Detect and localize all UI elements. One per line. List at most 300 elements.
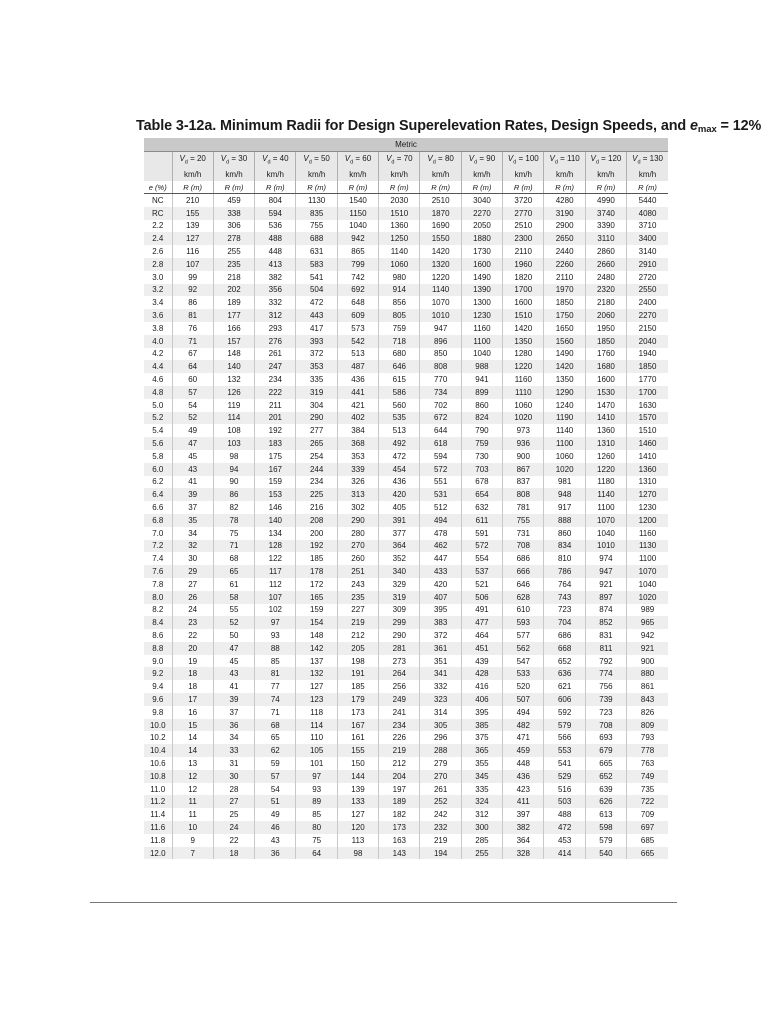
superelevation-rate-cell: 7.6 — [144, 565, 172, 578]
radius-cell: 30 — [172, 552, 213, 565]
radius-cell: 1420 — [503, 322, 544, 335]
radius-cell: 256 — [379, 680, 420, 693]
superelevation-rate-cell: 8.4 — [144, 616, 172, 629]
radius-cell: 1770 — [627, 373, 668, 386]
radius-cell: 416 — [461, 680, 502, 693]
radius-cell: 59 — [255, 757, 296, 770]
radius-header: R (m) — [213, 181, 254, 194]
radius-cell: 1230 — [461, 309, 502, 322]
radius-cell: 472 — [544, 821, 585, 834]
radius-cell: 319 — [296, 386, 337, 399]
radius-cell: 2660 — [585, 258, 626, 271]
radius-cell: 652 — [544, 655, 585, 668]
radius-cell: 471 — [503, 731, 544, 744]
radius-cell: 1320 — [420, 258, 461, 271]
radius-cell: 472 — [379, 450, 420, 463]
radius-cell: 314 — [420, 706, 461, 719]
radius-cell: 3040 — [461, 194, 502, 207]
radius-cell: 219 — [379, 744, 420, 757]
radius-cell: 356 — [255, 284, 296, 297]
table-row — [144, 719, 668, 732]
radius-cell: 279 — [420, 757, 461, 770]
radius-cell: 856 — [379, 296, 420, 309]
radius-cell: 14 — [172, 731, 213, 744]
radius-cell: 692 — [337, 284, 378, 297]
radius-cell: 163 — [379, 834, 420, 847]
superelevation-rate-cell: 11.6 — [144, 821, 172, 834]
radius-cell: 973 — [503, 424, 544, 437]
radius-cell: 132 — [213, 373, 254, 386]
radius-cell: 178 — [296, 565, 337, 578]
radius-cell: 211 — [255, 399, 296, 412]
radius-cell: 439 — [461, 655, 502, 668]
radius-cell: 861 — [627, 680, 668, 693]
radius-cell: 93 — [255, 629, 296, 642]
radius-cell: 252 — [420, 795, 461, 808]
radius-cell: 406 — [461, 693, 502, 706]
radius-cell: 665 — [585, 757, 626, 770]
radius-cell: 144 — [337, 770, 378, 783]
superelevation-rate-cell: 4.0 — [144, 335, 172, 348]
radius-cell: 260 — [337, 552, 378, 565]
radius-cell: 18 — [172, 667, 213, 680]
table-row — [144, 616, 668, 629]
radius-cell: 47 — [172, 437, 213, 450]
radius-cell: 448 — [255, 245, 296, 258]
radius-cell: 142 — [296, 642, 337, 655]
radius-cell: 328 — [503, 847, 544, 860]
radius-cell: 554 — [461, 552, 502, 565]
units-header-blank — [144, 168, 172, 181]
radius-cell: 1290 — [544, 386, 585, 399]
radius-cell: 2050 — [461, 220, 502, 233]
radius-cell: 185 — [337, 680, 378, 693]
radius-cell: 697 — [627, 821, 668, 834]
radius-cell: 2030 — [379, 194, 420, 207]
speed-subscript: d — [513, 159, 517, 166]
radius-cell: 598 — [585, 821, 626, 834]
radius-cell: 755 — [503, 514, 544, 527]
radius-cell: 1760 — [585, 348, 626, 361]
radius-cell: 22 — [172, 629, 213, 642]
radius-cell: 1530 — [585, 386, 626, 399]
radius-cell: 143 — [379, 847, 420, 860]
table-body — [144, 194, 668, 860]
radius-cell: 218 — [213, 271, 254, 284]
radius-cell: 615 — [379, 373, 420, 386]
design-speed-header-row — [144, 152, 668, 169]
radius-cell: 665 — [627, 847, 668, 860]
radius-cell: 108 — [213, 424, 254, 437]
superelevation-rate-cell: 6.6 — [152, 503, 164, 513]
superelevation-rate-cell: 10.4 — [144, 744, 172, 757]
radius-cell: 185 — [296, 552, 337, 565]
radius-cell: 592 — [544, 706, 585, 719]
radius-cell: 540 — [585, 847, 626, 860]
radius-cell: 375 — [461, 731, 502, 744]
radius-cell: 172 — [296, 578, 337, 591]
radius-cell: 264 — [379, 667, 420, 680]
radius-cell: 4080 — [627, 207, 668, 220]
table-row — [144, 744, 668, 757]
radius-cell: 340 — [379, 565, 420, 578]
superelevation-rate-cell: 2.4 — [144, 232, 172, 245]
radius-cell: 1850 — [585, 335, 626, 348]
radius-cell: 867 — [503, 463, 544, 476]
radius-cell: 451 — [461, 642, 502, 655]
radius-cell: 243 — [337, 578, 378, 591]
radius-cell: 547 — [503, 655, 544, 668]
radius-cell: 1070 — [627, 565, 668, 578]
radius-cell: 1420 — [544, 360, 585, 373]
radius-cell: 1600 — [585, 373, 626, 386]
radius-cell: 278 — [213, 232, 254, 245]
radius-cell: 43 — [255, 834, 296, 847]
radius-cell: 529 — [544, 770, 585, 783]
radius-cell: 1960 — [503, 258, 544, 271]
radius-cell: 1020 — [544, 463, 585, 476]
radius-cell: 551 — [420, 476, 461, 489]
radius-cell: 2550 — [627, 284, 668, 297]
radius-cell: 611 — [461, 514, 502, 527]
radius-cell: 313 — [337, 488, 378, 501]
table-row — [144, 348, 668, 361]
superelevation-rate-cell: 2.2 — [152, 221, 164, 231]
radius-cell: 372 — [420, 629, 461, 642]
radius-cell: 462 — [420, 540, 461, 553]
radius-cell: 708 — [503, 540, 544, 553]
radius-cell: 364 — [503, 834, 544, 847]
radius-cell: 4990 — [585, 194, 626, 207]
radius-cell: 201 — [255, 412, 296, 425]
radius-cell: 33 — [213, 744, 254, 757]
radius-cell: 167 — [255, 463, 296, 476]
radius-cell: 436 — [503, 770, 544, 783]
radius-cell: 244 — [296, 463, 337, 476]
radius-cell: 12 — [172, 770, 213, 783]
speed-symbol: V — [179, 154, 185, 164]
radius-cell: 513 — [337, 348, 378, 361]
radius-cell: 436 — [337, 373, 378, 386]
radius-cell: 65 — [255, 731, 296, 744]
radius-cell: 591 — [461, 527, 502, 540]
speed-value: = 90 — [479, 154, 496, 164]
table-row — [144, 194, 668, 207]
radius-cell: 382 — [503, 821, 544, 834]
radius-cell: 646 — [379, 360, 420, 373]
radius-cell: 492 — [379, 437, 420, 450]
radius-cell: 536 — [255, 220, 296, 233]
table-row — [144, 757, 668, 770]
radius-cell: 852 — [585, 616, 626, 629]
radius-cell: 899 — [461, 386, 502, 399]
radius-cell: 702 — [420, 399, 461, 412]
metric-header: Metric — [144, 138, 668, 152]
radius-cell: 709 — [627, 808, 668, 821]
radius-cell: 351 — [420, 655, 461, 668]
speed-value: = 110 — [560, 154, 580, 164]
radius-cell: 112 — [255, 578, 296, 591]
radius-cell: 420 — [379, 488, 420, 501]
radius-cell: 433 — [420, 565, 461, 578]
radius-cell: 535 — [379, 412, 420, 425]
radius-cell: 621 — [544, 680, 585, 693]
radius-cell: 666 — [503, 565, 544, 578]
radius-cell: 648 — [337, 296, 378, 309]
radius-cell: 759 — [379, 322, 420, 335]
radius-cell: 150 — [337, 757, 378, 770]
radius-cell: 688 — [296, 232, 337, 245]
radius-cell: 488 — [255, 232, 296, 245]
radius-cell: 24 — [172, 604, 213, 617]
radius-cell: 1110 — [503, 386, 544, 399]
radius-cell: 654 — [461, 488, 502, 501]
table-bottom-rule — [90, 902, 677, 903]
radius-cell: 154 — [296, 616, 337, 629]
superelevation-rate-cell: 8.0 — [144, 591, 172, 604]
radius-cell: 421 — [337, 399, 378, 412]
radius-header: R (m) — [379, 181, 420, 194]
radius-cell: 2300 — [503, 232, 544, 245]
design-speed-header — [585, 152, 626, 169]
radius-cell: 153 — [255, 488, 296, 501]
radius-cell: 139 — [172, 220, 213, 233]
radius-cell: 2180 — [585, 296, 626, 309]
radius-cell: 1040 — [627, 578, 668, 591]
radius-cell: 254 — [296, 450, 337, 463]
radius-cell: 799 — [337, 258, 378, 271]
superelevation-rate-cell: 3.2 — [144, 284, 172, 297]
radius-cell: 161 — [337, 731, 378, 744]
radius-cell: 3390 — [585, 220, 626, 233]
radius-cell: 27 — [213, 795, 254, 808]
radius-cell: 988 — [461, 360, 502, 373]
speed-symbol: V — [427, 154, 433, 164]
radius-cell: 395 — [420, 604, 461, 617]
radius-cell: 18 — [172, 680, 213, 693]
radius-cell: 1040 — [585, 527, 626, 540]
superelevation-rate-cell: 7.4 — [152, 554, 164, 564]
radius-cell: 770 — [420, 373, 461, 386]
radius-cell: 43 — [172, 463, 213, 476]
speed-symbol: V — [468, 154, 475, 164]
radius-cell: 1100 — [544, 437, 585, 450]
radius-cell: 2650 — [544, 232, 585, 245]
radius-cell: 981 — [544, 476, 585, 489]
radius-cell: 319 — [379, 591, 420, 604]
radius-cell: 45 — [172, 450, 213, 463]
radius-cell: 423 — [503, 783, 544, 796]
radius-cell: 459 — [503, 744, 544, 757]
radius-cell: 107 — [172, 258, 213, 271]
superelevation-rate-cell: 2.8 — [144, 258, 172, 271]
radius-cell: 167 — [337, 719, 378, 732]
radius-cell: 200 — [296, 527, 337, 540]
radius-cell: 1240 — [544, 399, 585, 412]
radius-cell: 646 — [503, 578, 544, 591]
radius-cell: 397 — [503, 808, 544, 821]
superelevation-rate-cell: 10.8 — [144, 770, 172, 783]
radius-cell: 175 — [255, 450, 296, 463]
radius-cell: 60 — [172, 373, 213, 386]
radius-cell: 299 — [379, 616, 420, 629]
superelevation-rate-cell: 9.4 — [152, 682, 164, 692]
radius-cell: 148 — [296, 629, 337, 642]
superelevation-rate-cell: 11.8 — [150, 835, 166, 845]
radius-cell: 1060 — [503, 399, 544, 412]
radius-cell: 743 — [544, 591, 585, 604]
speed-subscript: d — [391, 159, 395, 166]
table-row — [144, 386, 668, 399]
radius-cell: 234 — [255, 373, 296, 386]
radius-cell: 1220 — [585, 463, 626, 476]
radius-cell: 205 — [337, 642, 378, 655]
radius-cell: 148 — [213, 348, 254, 361]
radius-cell: 921 — [585, 578, 626, 591]
radius-cell: 249 — [379, 693, 420, 706]
radius-cell: 888 — [544, 514, 585, 527]
radius-cell: 1350 — [503, 335, 544, 348]
radius-cell: 290 — [337, 514, 378, 527]
radius-cell: 107 — [255, 591, 296, 604]
radius-cell: 504 — [296, 284, 337, 297]
radius-cell: 32 — [172, 540, 213, 553]
radius-cell: 1490 — [461, 271, 502, 284]
radius-cell: 897 — [585, 591, 626, 604]
radius-cell: 1140 — [544, 424, 585, 437]
table-row — [144, 604, 668, 617]
radius-cell: 718 — [379, 335, 420, 348]
radius-cell: 36 — [255, 847, 296, 860]
superelevation-rate-cell: 3.4 — [152, 298, 164, 308]
radius-cell: 1010 — [585, 540, 626, 553]
radius-cell: 2270 — [461, 207, 502, 220]
radius-cell: 503 — [544, 795, 585, 808]
radius-cell: 2150 — [627, 322, 668, 335]
radius-cell: 19 — [172, 655, 213, 668]
radius-cell: 41 — [172, 476, 213, 489]
radius-cell: 226 — [379, 731, 420, 744]
radius-cell: 18 — [213, 847, 254, 860]
radius-cell: 35 — [172, 514, 213, 527]
speed-header-blank — [144, 152, 172, 169]
table-row — [144, 207, 668, 220]
superelevation-rate-cell: 6.8 — [144, 514, 172, 527]
radius-cell: 3710 — [627, 220, 668, 233]
radius-cell: 685 — [627, 834, 668, 847]
radius-cell: 273 — [379, 655, 420, 668]
radius-cell: 636 — [544, 667, 585, 680]
radius-cell: 1070 — [420, 296, 461, 309]
table-row — [144, 578, 668, 591]
radius-cell: 75 — [296, 834, 337, 847]
radius-cell: 159 — [255, 476, 296, 489]
radius-cell: 9 — [172, 834, 213, 847]
radius-cell: 335 — [296, 373, 337, 386]
speed-units-header: km/h — [379, 168, 420, 181]
radius-cell: 89 — [296, 795, 337, 808]
radius-cell: 39 — [213, 693, 254, 706]
radius-cell: 1160 — [461, 322, 502, 335]
radius-cell: 722 — [627, 795, 668, 808]
radius-cell: 917 — [544, 501, 585, 514]
table-row — [144, 335, 668, 348]
radius-cell: 1140 — [420, 284, 461, 297]
radius-cell: 1350 — [544, 373, 585, 386]
radius-cell: 116 — [172, 245, 213, 258]
radius-cell: 1600 — [461, 258, 502, 271]
radius-cell: 11 — [172, 808, 213, 821]
speed-units-header: km/h — [503, 168, 544, 181]
radius-cell: 3140 — [627, 245, 668, 258]
radius-cell: 487 — [337, 360, 378, 373]
table-row — [144, 693, 668, 706]
radius-cell: 936 — [503, 437, 544, 450]
table-row — [144, 821, 668, 834]
speed-subscript: d — [308, 159, 312, 166]
design-speed-header — [503, 152, 544, 169]
radius-cell: 808 — [420, 360, 461, 373]
radius-cell: 579 — [585, 834, 626, 847]
radius-cell: 52 — [213, 616, 254, 629]
speed-units-header: km/h — [627, 168, 668, 181]
radius-cell: 194 — [420, 847, 461, 860]
radius-cell: 126 — [213, 386, 254, 399]
radius-cell: 672 — [420, 412, 461, 425]
radius-cell: 305 — [420, 719, 461, 732]
radius-cell: 302 — [337, 501, 378, 514]
radius-cell: 127 — [337, 808, 378, 821]
radius-cell: 20 — [172, 642, 213, 655]
radius-cell: 2510 — [420, 194, 461, 207]
radius-cell: 64 — [172, 360, 213, 373]
radius-cell: 2110 — [544, 271, 585, 284]
radius-cell: 686 — [503, 552, 544, 565]
radius-header: R (m) — [255, 181, 296, 194]
radius-cell: 166 — [213, 322, 254, 335]
radius-cell: 1100 — [627, 552, 668, 565]
radius-cell: 1310 — [627, 476, 668, 489]
radius-cell: 2860 — [585, 245, 626, 258]
radius-cell: 1510 — [503, 309, 544, 322]
speed-subscript: d — [350, 159, 354, 166]
radius-header: R (m) — [461, 181, 502, 194]
radius-cell: 1280 — [503, 348, 544, 361]
superelevation-rate-cell: 3.8 — [152, 323, 164, 333]
speed-subscript: d — [637, 159, 641, 166]
superelevation-rate-cell: 3.0 — [152, 272, 164, 282]
radius-cell: 261 — [420, 783, 461, 796]
radius-cell: 678 — [461, 476, 502, 489]
radius-cell: 436 — [379, 476, 420, 489]
radius-cell: 377 — [379, 527, 420, 540]
radius-cell: 281 — [379, 642, 420, 655]
table-row — [144, 591, 668, 604]
superelevation-rate-cell: 4.8 — [144, 386, 172, 399]
radius-cell: 1190 — [544, 412, 585, 425]
radius-cell: 1540 — [337, 194, 378, 207]
radius-cell: 628 — [503, 591, 544, 604]
radius-cell: 118 — [296, 706, 337, 719]
superelevation-rate-cell: 5.2 — [144, 412, 172, 425]
radius-cell: 270 — [420, 770, 461, 783]
radius-cell: 235 — [337, 591, 378, 604]
superelevation-rate-cell: 7.8 — [152, 579, 164, 589]
radius-cell: 454 — [379, 463, 420, 476]
speed-value: = 80 — [438, 154, 454, 164]
superelevation-rate-cell: 5.8 — [152, 451, 164, 461]
radius-cell: 1950 — [585, 322, 626, 335]
